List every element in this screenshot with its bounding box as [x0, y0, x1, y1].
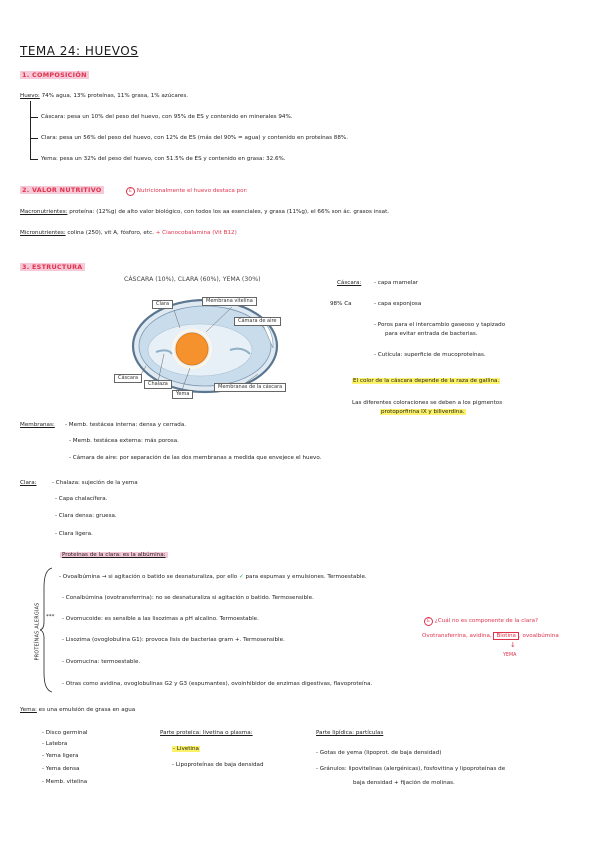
- otras-proteinas: - Otras como avidina, ovoglobulinas G2 y G3 (espumantes), ovoinhibidor de enzimas digestivas, flavoproteína.: [62, 681, 373, 687]
- proteinas-clara-title: Proteínas de la clara: es la albúmina:: [62, 552, 166, 558]
- proteica-lipoproteinas: - Lipoproteínas de baja densidad: [172, 762, 264, 768]
- label-cascara: Cáscara: [114, 374, 142, 383]
- yema-item-ligera: - Yema ligera: [42, 753, 79, 759]
- yema-item-densa: - Yema densa: [42, 766, 80, 772]
- label-membranas-cascara: Membranas de la cáscara: [214, 383, 286, 392]
- pigment-line-2: protoporfirina IX y biliverdina.: [381, 409, 465, 415]
- cascara-layer-2: - capa esponjosa: [374, 301, 422, 307]
- section-2-heading: 2. VALOR NUTRITIVO: [22, 186, 102, 194]
- label-membrana-vitelina: Membrana vitelina: [202, 297, 257, 306]
- exam-question: E ¿Cuál no es componente de la clara?: [424, 617, 538, 626]
- yema-item-vitelina: - Memb. vitelina: [42, 779, 88, 785]
- color-line: El color de la cáscara depende de la raza de gallina.: [353, 378, 500, 384]
- egg-diagram: [110, 270, 320, 402]
- proteica-livetina: - Livetina: [173, 746, 199, 752]
- cascara-layer-1: - capa mamelar: [374, 280, 419, 286]
- proteins-brace: [40, 567, 54, 693]
- section-1-heading: 1. COMPOSICIÓN: [22, 71, 87, 79]
- membrana-interna: - Memb. testácea interna: densa y cerrada.: [65, 422, 187, 428]
- page-title: TEMA 24: HUEVOS: [20, 44, 139, 58]
- lipidica-granulos: - Gránulos: lipovitelinas (alergénicas), fosfovitina y lipoproteínas de: [316, 766, 506, 772]
- label-clara: Clara: [152, 300, 173, 309]
- pigment-line-1: Las diferentes coloraciones se deben a los pigmentos: [352, 400, 503, 406]
- clara-item-densa: - Clara densa: gruesa.: [55, 513, 117, 519]
- exam-number-icon: E: [126, 187, 135, 196]
- clara-composition: Clara: pesa un 56% del peso del huevo, con 12% de ES (más del 90% = agua) y contenido en proteínas 88%.: [41, 135, 348, 141]
- protein-ovoalbumina: - Ovoalbúmina → si agitación o batido se desnaturaliza, por ello ✓ para espumas y emulsiones. Termoestable.: [59, 574, 367, 580]
- answer-box: Biotina: [493, 632, 519, 640]
- diagram-title: CÁSCARA (10%), CLARA (60%), YEMA (30%): [124, 276, 261, 283]
- exam-number-icon: E: [424, 617, 433, 626]
- yema-label: Yema: es una emulsión de grasa en agua: [20, 707, 136, 713]
- protein-ovomucoide: - Ovomucoide: es sensible a las lisozimas a pH alcalino. Termoestable.: [62, 616, 259, 622]
- clara-label: Clara:: [20, 480, 37, 486]
- composition-bracket: [30, 101, 31, 159]
- clara-item-chalacifera: - Capa chalacífera.: [55, 496, 108, 502]
- section-3-heading: 3. ESTRUCTURA: [22, 263, 83, 271]
- label-yema: Yema: [172, 390, 193, 399]
- exam-answer: YEMA: [503, 653, 517, 658]
- proteinas-alergias-label: PROTEÍNAS ALERGIAS: [35, 602, 41, 661]
- clara-item-ligera: - Clara ligera.: [55, 531, 93, 537]
- huevo-line: Huevo: 74% agua, 13% proteínas, 11% grasa, 1% azúcares.: [20, 93, 189, 99]
- membranas-label: Membranas:: [20, 422, 55, 428]
- calcium-percent: 98% Ca: [330, 301, 352, 307]
- label-camara-aire: Cámara de aire: [234, 317, 281, 326]
- yema-item-disco: - Disco germinal: [42, 730, 88, 736]
- poros-line-2: para evitar entrada de bacterias.: [385, 331, 478, 337]
- nutritional-note: E Nutricionalmente el huevo destaca por:: [126, 187, 248, 196]
- protein-conalbumina: - Conalbúmina (ovotransferrina): no se desnaturaliza si agitación o batido. Termosensible.: [62, 595, 314, 601]
- membrana-externa: - Memb. testácea externa: más porosa.: [69, 438, 179, 444]
- cascara-notes-label: Cáscara:: [337, 280, 362, 286]
- protein-lisozima: - Lisozima (ovoglobulina G1): provoca lisis de bacterias gram +. Termosensible.: [62, 637, 285, 643]
- camara-aire-note: - Cámara de aire: por separación de las dos membranas a medida que envejece el huevo.: [69, 455, 322, 461]
- parte-proteica-title: Parte proteica: livetina o plasma:: [160, 730, 253, 736]
- protein-ovomucina: - Ovomucina: termoestable.: [62, 659, 141, 665]
- yema-composition: Yema: pesa un 32% del peso del huevo, con 51.5% de ES y contenido en grasa: 32.6%.: [41, 156, 286, 162]
- check-icon: ✓: [239, 574, 244, 580]
- cascara-composition: Cáscara: pesa un 10% del peso del huevo, con 95% de ES y contenido en minerales 94%.: [41, 114, 293, 120]
- lipidica-granulos-2: baja densidad + fijación de molinas.: [353, 780, 455, 786]
- arrow-down-icon: ↓: [510, 641, 516, 649]
- exam-options: Ovotransferrina, avidina, Biotina , ovoalbúmina: [422, 633, 559, 639]
- lipidica-gotas: - Gotas de yema (lipoprot. de baja densidad): [316, 750, 442, 756]
- macronutrientes-line: Macronutrientes: proteína: (12%g) de alto valor biológico, con todos los aa esenciales, y grasa (11%g), el 66% son ác. grasos insat.: [20, 209, 390, 215]
- poros-line: - Poros para el intercambio gaseoso y tapizado: [374, 322, 506, 328]
- protein-ovomucoide-marker: ***: [46, 614, 55, 620]
- label-chalaza: Chalaza: [144, 380, 172, 389]
- cuticula-line: - Cutícula: superficie de mucoproteínas.: [374, 352, 486, 358]
- parte-lipidica-title: Parte lipídica: partículas: [316, 730, 384, 736]
- micronutrientes-line: Micronutrientes: colina (250), vit A, fósforo, etc. + Cianocobalamina (Vit B12): [20, 230, 237, 236]
- yema-item-latebra: - Latebra: [42, 741, 68, 747]
- clara-item-chalaza: - Chalaza: sujeción de la yema: [52, 480, 138, 486]
